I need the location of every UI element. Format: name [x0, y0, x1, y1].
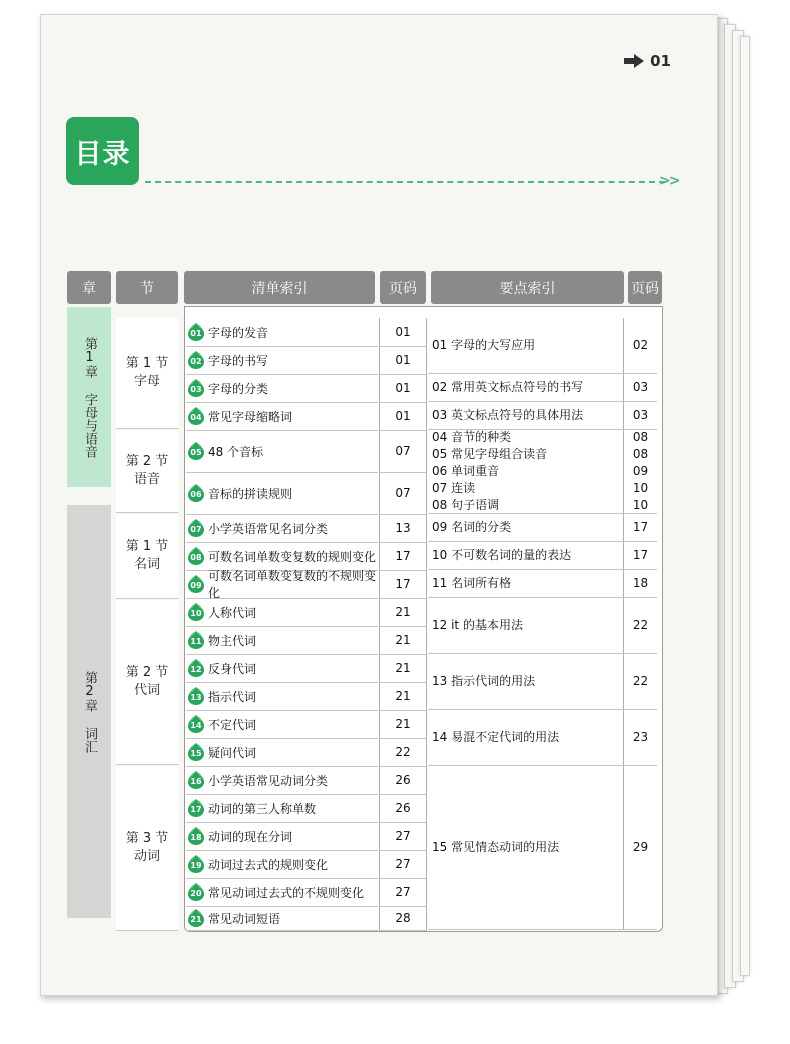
list-item-page: 07 [379, 472, 427, 515]
list-item-text: 可数名词单数变复数的不规则变化 [208, 569, 377, 600]
leaf-number-icon [188, 827, 204, 845]
key-point-text: 08 句子语调 [432, 498, 500, 512]
key-point-page [623, 430, 657, 514]
list-item [186, 626, 378, 655]
list-item-page: 17 [379, 570, 427, 599]
leaf-number-icon [188, 883, 204, 901]
leaf-number: 14 [190, 721, 202, 730]
list-item-page: 21 [379, 626, 427, 655]
leaf-number: 07 [190, 525, 202, 534]
key-point-page-number: 03 [632, 380, 649, 394]
leaf-number-icon [188, 743, 204, 761]
key-point-page [623, 514, 657, 542]
header-chapter: 章 [67, 271, 111, 304]
list-item [186, 822, 378, 851]
list-item-text: 不定代词 [208, 717, 257, 732]
section-phonetics [116, 430, 178, 513]
list-item-page: 21 [379, 682, 427, 711]
leaf-number: 06 [190, 490, 202, 499]
key-point-page-number: 23 [632, 730, 649, 744]
list-item [186, 794, 378, 823]
leaf-number: 04 [190, 413, 202, 422]
list-item [186, 374, 378, 403]
key-point-text: 13 指示代词的用法 [432, 674, 536, 688]
key-point-page [623, 766, 657, 930]
list-item [186, 850, 378, 879]
list-item-text: 动词的第三人称单数 [208, 801, 317, 816]
list-item-text: 音标的拼读规则 [208, 486, 293, 501]
leaf-number: 13 [190, 693, 202, 702]
key-point-item [428, 598, 623, 654]
key-point-item [428, 710, 623, 766]
list-item [186, 766, 378, 795]
leaf-number-icon [188, 407, 204, 425]
key-point-item [428, 570, 623, 598]
key-point-text: 04 音节的种类 [432, 430, 512, 444]
list-item-page: 26 [379, 794, 427, 823]
list-item-text: 小学英语常见动词分类 [208, 773, 329, 788]
leaf-number-icon [188, 909, 204, 927]
section-label: 第 3 节 动词 [125, 831, 169, 864]
key-point-page [623, 710, 657, 766]
list-item-page: 07 [379, 430, 427, 473]
key-point-page-number: 10 [632, 481, 649, 495]
leaf-number-icon [188, 715, 204, 733]
list-item-page: 13 [379, 514, 427, 543]
header-list-index: 清单索引 [184, 271, 375, 304]
list-item-text: 小学英语常见名词分类 [208, 521, 329, 536]
key-point-item [428, 654, 623, 710]
key-point-page-number: 10 [632, 498, 649, 512]
leaf-number-icon [188, 442, 204, 460]
list-item [186, 682, 378, 711]
list-item-text: 可数名词单数变复数的规则变化 [208, 549, 377, 564]
page-title: 目录 [66, 117, 139, 185]
key-point-page-number: 09 [632, 464, 649, 478]
leaf-number: 11 [190, 637, 202, 646]
list-item [186, 430, 378, 473]
leaf-number: 19 [190, 861, 202, 870]
list-item [186, 710, 378, 739]
key-point-page [623, 374, 657, 402]
leaf-number: 03 [190, 385, 202, 394]
list-item-page: 01 [379, 374, 427, 403]
key-point-page-number: 17 [632, 520, 649, 534]
leaf-number: 08 [190, 553, 202, 562]
leaf-number: 09 [190, 581, 202, 590]
key-point-page-number: 02 [632, 338, 649, 352]
list-item-text: 疑问代词 [208, 745, 257, 760]
key-point-text: 15 常见情态动词的用法 [432, 840, 560, 854]
header-key-page: 页码 [628, 271, 662, 304]
key-point-page [623, 318, 657, 374]
list-item-text: 指示代词 [208, 689, 257, 704]
key-point-text: 06 单词重音 [432, 464, 500, 478]
header-list-page: 页码 [380, 271, 426, 304]
list-item [186, 318, 378, 347]
list-item [186, 346, 378, 375]
list-item-page: 01 [379, 346, 427, 375]
list-item-text: 人称代词 [208, 605, 257, 620]
section-verbs [116, 766, 178, 931]
leaf-number-icon [188, 484, 204, 502]
key-point-page-number: 29 [632, 840, 649, 854]
section-label: 第 2 节 代词 [125, 665, 169, 698]
key-point-item [428, 318, 623, 374]
list-item [186, 738, 378, 767]
key-point-page [623, 570, 657, 598]
list-item-page: 01 [379, 402, 427, 431]
chapter-2: 第2章 词汇 [67, 505, 111, 918]
list-item-page: 26 [379, 766, 427, 795]
leaf-number: 05 [190, 448, 202, 457]
header-key-index: 要点索引 [431, 271, 624, 304]
list-item-text: 字母的分类 [208, 381, 269, 396]
list-item [186, 514, 378, 543]
arrow-right-icon [624, 54, 644, 68]
list-item-page: 22 [379, 738, 427, 767]
leaf-number-icon [188, 771, 204, 789]
list-item-text: 动词的现在分词 [208, 829, 293, 844]
leaf-number-icon [188, 351, 204, 369]
list-item [186, 878, 378, 907]
section-letters [116, 318, 178, 429]
list-item-text: 48 个音标 [208, 444, 264, 459]
list-item [186, 654, 378, 683]
key-point-page-number: 08 [632, 447, 649, 461]
list-item-page: 17 [379, 542, 427, 571]
leaf-number-icon [188, 659, 204, 677]
leaf-number-icon [188, 323, 204, 341]
leaf-number-icon [188, 631, 204, 649]
list-item-text: 字母的书写 [208, 353, 269, 368]
list-item-text: 常见动词过去式的不规则变化 [208, 885, 365, 900]
key-point-page-number: 17 [632, 548, 649, 562]
leaf-number: 10 [190, 609, 202, 618]
leaf-number: 17 [190, 805, 202, 814]
double-chevron-icon: >> [659, 173, 679, 189]
leaf-number: 16 [190, 777, 202, 786]
key-point-text: 11 名词所有格 [432, 576, 512, 590]
list-item-page: 27 [379, 850, 427, 879]
leaf-number: 18 [190, 833, 202, 842]
list-item [186, 570, 378, 599]
list-item [186, 472, 378, 515]
header-section: 节 [116, 271, 178, 304]
section-label: 第 2 节 语音 [125, 454, 169, 487]
leaf-number-icon [188, 603, 204, 621]
leaf-number-icon [188, 379, 204, 397]
list-item-text: 动词过去式的规则变化 [208, 857, 329, 872]
list-item-text: 常见动词短语 [208, 911, 281, 926]
key-point-item [428, 430, 623, 514]
key-point-text: 12 it 的基本用法 [432, 618, 523, 632]
list-item-page: 21 [379, 598, 427, 627]
key-point-text: 01 字母的大写应用 [432, 338, 536, 352]
leaf-number-icon [188, 547, 204, 565]
section-label: 第 1 节 名词 [125, 539, 169, 572]
key-point-item [428, 402, 623, 430]
list-item-page: 27 [379, 878, 427, 907]
section-nouns [116, 514, 178, 599]
leaf-number: 02 [190, 357, 202, 366]
leaf-number: 21 [190, 915, 202, 924]
key-point-text: 14 易混不定代词的用法 [432, 730, 560, 744]
key-point-page [623, 654, 657, 710]
key-point-page-number: 18 [632, 576, 649, 590]
key-point-page-number: 22 [632, 674, 649, 688]
leaf-number-icon [188, 855, 204, 873]
leaf-number-icon [188, 519, 204, 537]
key-point-item [428, 514, 623, 542]
list-item [186, 598, 378, 627]
key-point-text: 07 连读 [432, 481, 476, 495]
leaf-number: 01 [190, 329, 202, 338]
key-point-item [428, 766, 623, 930]
leaf-number-icon [188, 575, 204, 593]
title-dashed-line [145, 181, 665, 183]
leaf-number: 15 [190, 749, 202, 758]
list-item-page: 21 [379, 654, 427, 683]
list-item-text: 字母的发音 [208, 325, 269, 340]
section-pronouns [116, 600, 178, 765]
list-item-text: 常见字母缩略词 [208, 409, 293, 424]
key-point-page [623, 402, 657, 430]
leaf-number-icon [188, 799, 204, 817]
page-number [624, 52, 671, 70]
leaf-number: 20 [190, 889, 202, 898]
page-stack-edge [740, 36, 750, 976]
key-point-text: 10 不可数名词的量的表达 [432, 548, 572, 562]
chapter-1: 第1章 字母与语音 [67, 307, 111, 487]
list-item-page: 01 [379, 318, 427, 347]
key-point-page-number: 03 [632, 408, 649, 422]
leaf-number-icon [188, 687, 204, 705]
key-point-text: 03 英文标点符号的具体用法 [432, 408, 584, 422]
key-point-text: 02 常用英文标点符号的书写 [432, 380, 584, 394]
list-item [186, 402, 378, 431]
leaf-number: 12 [190, 665, 202, 674]
page-number-text: 01 [650, 52, 671, 70]
key-point-page [623, 542, 657, 570]
list-item-page: 27 [379, 822, 427, 851]
key-point-text: 09 名词的分类 [432, 520, 512, 534]
list-item [186, 906, 378, 931]
key-point-item [428, 374, 623, 402]
section-label: 第 1 节 字母 [125, 356, 169, 389]
key-point-item [428, 542, 623, 570]
key-point-page [623, 598, 657, 654]
key-point-page-number: 22 [632, 618, 649, 632]
key-point-text: 05 常见字母组合读音 [432, 447, 548, 461]
list-item-page: 28 [379, 906, 427, 931]
list-item-page: 21 [379, 710, 427, 739]
key-point-page-number: 08 [632, 430, 649, 444]
list-item-text: 反身代词 [208, 661, 257, 676]
list-item-text: 物主代词 [208, 633, 257, 648]
